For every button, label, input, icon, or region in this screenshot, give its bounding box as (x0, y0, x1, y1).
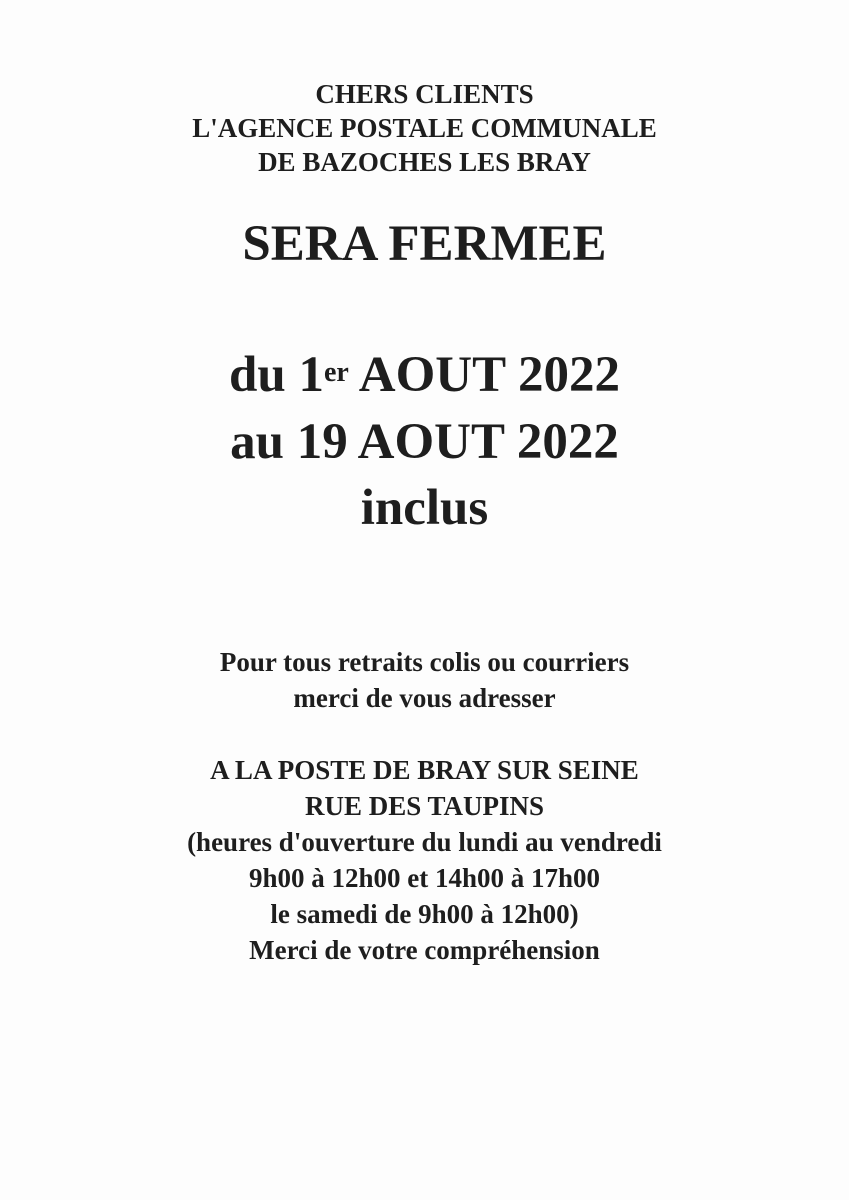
header-line-town: DE BAZOCHES LES BRAY (258, 147, 591, 177)
date-from-prefix: du 1 (229, 347, 324, 403)
redirect-line-parcels: Pour tous retraits colis ou courriers (219, 647, 630, 677)
redirect-line-contact: merci de vous adresser (293, 683, 556, 713)
header-line-agency: L'AGENCE POSTALE COMMUNALE (192, 113, 657, 143)
closure-status: SERA FERMEE (242, 216, 607, 272)
date-inclusive: inclus (360, 480, 489, 536)
date-to: au 19 AOUT 2022 (230, 414, 619, 470)
alternative-post-office: A LA POSTE DE BRAY SUR SEINE (210, 755, 639, 785)
alternative-street: RUE DES TAUPINS (304, 791, 545, 821)
opening-hours-weekdays: 9h00 à 12h00 et 14h00 à 17h00 (248, 863, 601, 893)
date-from-rest: AOUT 2022 (348, 347, 620, 403)
date-from (0, 344, 849, 406)
date-from-superscript: er (324, 357, 349, 388)
header-line-clients: CHERS CLIENTS (315, 79, 534, 109)
opening-hours-saturday: le samedi de 9h00 à 12h00) (270, 899, 579, 929)
thank-you-line: Merci de votre compréhension (249, 935, 600, 965)
opening-hours-weekdays-label: (heures d'ouverture du lundi au vendredi (187, 827, 662, 857)
